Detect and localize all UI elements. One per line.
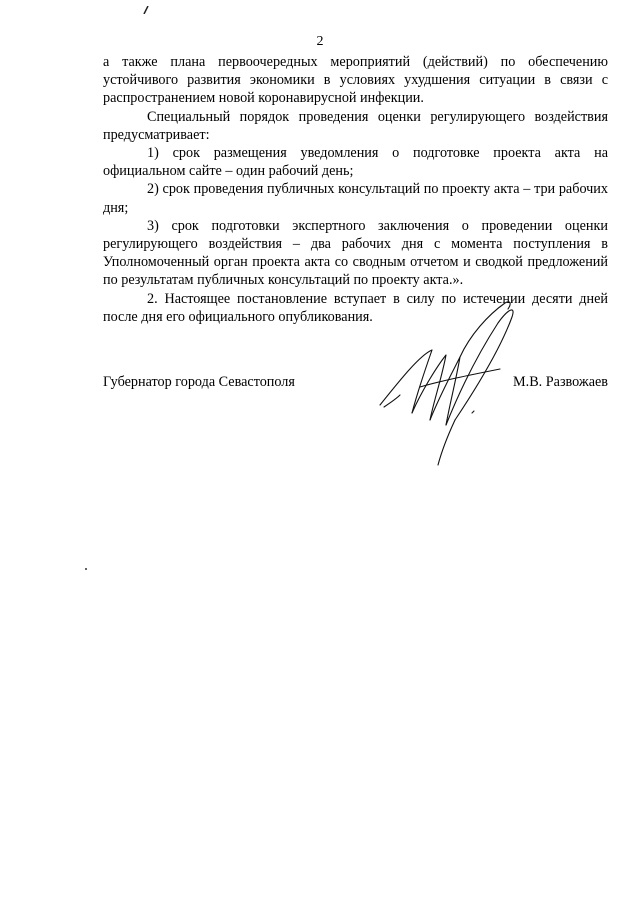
handwritten-signature	[360, 295, 530, 470]
list-item-1: 1) срок размещения уведомления о подготовке проекта акта на официальном сайте – один рабочий день;	[103, 145, 608, 180]
signatory-name: М.В. Развожаев	[513, 374, 608, 390]
paragraph-special-procedure: Специальный порядок проведения оценки регулирующего воздействия предусматривает:	[103, 108, 608, 143]
paragraph-continuation: а также плана первоочередных мероприятий (действий) по обеспечению устойчивого развития экономики в условиях ухудшения ситуации в связи с распространением новой коронавирусной инфекции.	[103, 54, 608, 107]
list-item-2: 2) срок проведения публичных консультаций по проекту акта – три рабочих дня;	[103, 181, 608, 216]
list-item-3: 3) срок подготовки экспертного заключения о проведении оценки регулирующего воздействия – два рабочих дня с момента поступления в Уполномоченный орган проекта акта со сводным отчетом и сводкой предложений по результатам публичных консультаций по проекту акта.».	[103, 217, 608, 289]
scan-artifact-mark	[143, 6, 149, 14]
signatory-position: Губернатор города Севастополя	[103, 374, 295, 390]
document-body	[103, 53, 608, 326]
paragraph-effective-date: 2. Настоящее постановление вступает в силу по истечении десяти дней после дня его официального опубликования.	[103, 290, 608, 325]
scan-dot	[85, 568, 87, 570]
page-number: 2	[316, 34, 324, 49]
